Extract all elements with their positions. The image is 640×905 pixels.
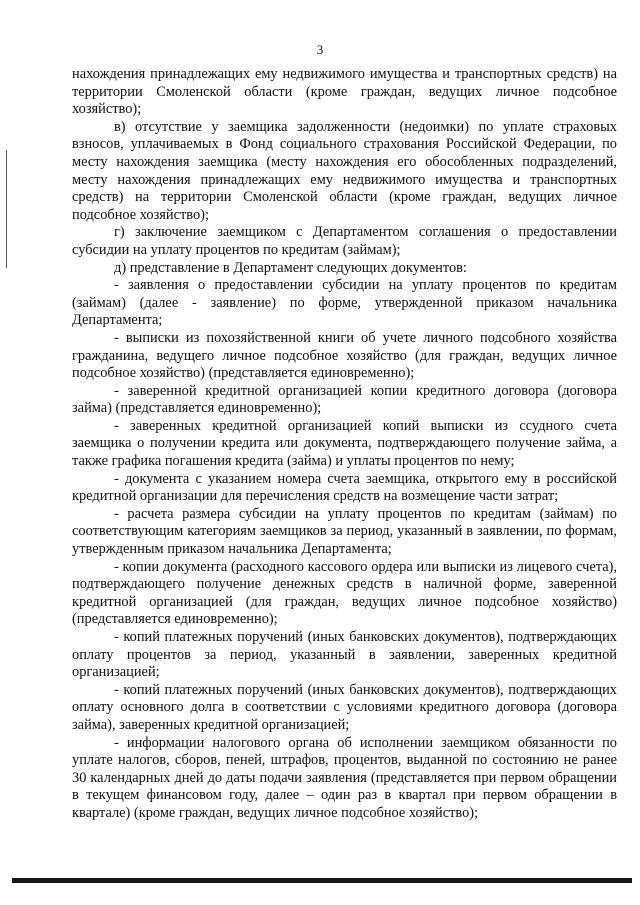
paragraph-item-g: г) заключение заемщиком с Департаментом соглашения о предоставлении субсидии на уплату процентов по кредитам (займам); bbox=[72, 224, 617, 258]
list-item-subsidy-calculation: - расчета размера субсидии на уплату процентов по кредитам (займам) по соответствующим категориям заемщиков за период, указанный в заявлении, по формам, утвержденным приказом начальника Департамента; bbox=[72, 505, 617, 558]
list-item-loan-agreement-copy: - заверенной кредитной организацией копии кредитного договора (договора займа) (представляется единовременно); bbox=[72, 382, 617, 417]
list-item-interest-payment-orders: - копий платежных поручений (иных банковских документов), подтверждающих оплату процентов за период, указанный в заявлении, заверенных кредитной организацией; bbox=[72, 629, 617, 681]
paragraph-continuation: нахождения принадлежащих ему недвижимого имущества и транспортных средств) на территории Смоленской области (кроме граждан, ведущих личное подсобное хозяйство); bbox=[72, 66, 617, 118]
list-item-account-number-document: - документа с указанием номера счета заемщика, открытого ему в российской кредитной организации для перечисления средств на возмещение части затрат; bbox=[72, 470, 617, 505]
page-number: 3 bbox=[316, 42, 324, 57]
paragraph-item-v: в) отсутствие у заемщика задолженности (недоимки) по уплате страховых взносов, уплачиваемых в Фонд социального страхования Российской Федерации, по месту нахождения заемщика (месту нахождения его обособленных подразделений, месту нахождения принадлежащих ему недвижимого имущества и транспортных средств) на территории Смоленской области (кроме граждан, ведущих личное подсобное хозяйство); bbox=[72, 118, 617, 223]
list-item-application: - заявления о предоставлении субсидии на уплату процентов по кредитам (займам) (далее - заявление) по форме, утвержденной приказом начальника Департамента; bbox=[72, 277, 617, 329]
scan-bottom-edge bbox=[12, 878, 632, 883]
list-item-cash-order-copy: - копии документа (расходного кассового ордера или выписки из лицевого счета), подтверждающего получение денежных средств в наличной форме, заверенной кредитной организацией (для граждан, ведущих личное подсобное хозяйство) (представляется единовременно); bbox=[72, 558, 617, 628]
document-body bbox=[72, 66, 617, 823]
scan-edge-mark bbox=[6, 150, 7, 268]
list-item-loan-account-extract: - заверенных кредитной организацией копий выписки из ссудного счета заемщика о получении кредита или документа, подтверждающего получение займа, а также графика погашения кредита (займа) и уплаты процентов по нему; bbox=[72, 417, 617, 470]
list-item-principal-payment-orders: - копий платежных поручений (иных банковских документов), подтверждающих оплату основного долга в соответствии с условиями кредитного договора (договора займа), заверенных кредитной организацией; bbox=[72, 681, 617, 733]
list-item-household-book-extract: - выписки из похозяйственной книги об учете личного подсобного хозяйства гражданина, ведущего личное подсобное хозяйство (для граждан, ведущих личное подсобное хозяйство) (представляется единовременно); bbox=[72, 329, 617, 382]
list-item-tax-authority-info: - информации налогового органа об исполнении заемщиком обязанности по уплате налогов, сборов, пеней, штрафов, процентов, выданной по состоянию не ранее 30 календарных дней до даты подачи заявления (представляется при первом обращении в текущем финансовом году, далее – один раз в квартал при первом обращении в квартале) (кроме граждан, ведущих личное подсобное хозяйство); bbox=[72, 734, 617, 821]
paragraph-item-d: д) представление в Департамент следующих документов: bbox=[114, 259, 467, 276]
